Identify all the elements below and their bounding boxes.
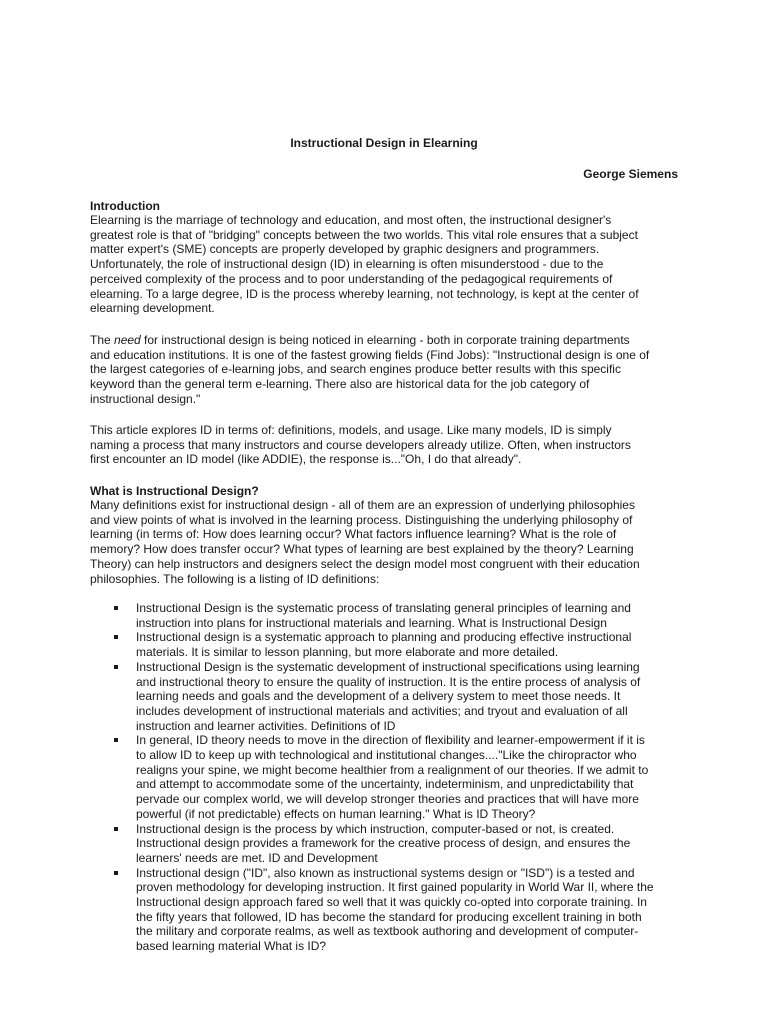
text-line: and instructional theory to ensure the quality of instruction. It is the entire process of analysis of [136,674,641,689]
text-line: perceived complexity of the process and to poor understanding of the pedagogical requirements of [90,271,613,286]
text-line: Instructional design provides a framework for the creative process of design, and ensures the [136,836,631,851]
definition-item [90,660,690,734]
text-line: In general, ID theory needs to move in the direction of flexibility and learner-empowerment if it is [136,733,645,748]
text-line: learning (in terms of: How does learning occur? What factors influence learning? What is the role of [90,527,617,542]
text-line: first encounter an ID model (like ADDIE), the response is..."Oh, I do that already". [90,452,522,467]
text-line: Instructional design is the process by which instruction, computer-based or not, is created. [136,821,615,836]
text-line: instruction and learner activities. Definitions of ID [136,718,396,733]
definition-item [90,601,690,630]
emphasis-need: need [114,333,141,347]
square-bullet-icon [114,827,118,831]
square-bullet-icon [114,606,118,610]
text-line [90,333,690,348]
square-bullet-icon [114,665,118,669]
text-line: Theory) can help instructors and designers select the design model most congruent with their education [90,556,640,571]
text-line: includes development of instructional materials and activities; and tryout and evaluation of all [136,703,628,718]
definition-item [90,866,690,954]
text-line: elearning. To a large degree, ID is the process whereby learning, not technology, is kept at the center of [90,286,639,301]
text-line: elearning development. [90,301,215,316]
text-line: Instructional design is a systematic approach to planning and producing effective instructional [136,630,632,645]
document-author: George Siemens [583,167,678,181]
definitions-list [90,601,690,954]
text-line: instruction into plans for instructional materials and learning. What is Instructional Design [136,615,607,630]
square-bullet-icon [114,871,118,875]
text-run: for instructional design is being noticed in elearning - both in corporate training departments [140,333,630,347]
text-line: the largest categories of e-learning jobs, and search engines produce better results with this specific [90,362,621,377]
text-line: Elearning is the marriage of technology and education, and most often, the instructional designer's [90,213,612,227]
introduction-heading: Introduction [90,199,160,213]
text-line: pervade our complex world, we will develop stronger theories and practices that will have more [136,792,639,807]
introduction-paragraph-2 [90,333,690,407]
square-bullet-icon [114,635,118,639]
text-line: and attempt to accommodate some of the uncertainty, indeterminism, and unpredictability that [136,777,634,792]
text-line: keyword than the general term e-learning. There also are historical data for the job category of [90,377,590,392]
text-line: memory? How does transfer occur? What types of learning are best explained by the theory? Learning [90,542,634,557]
introduction-paragraph-3 [90,423,690,467]
text-line: based learning material What is ID? [136,939,327,954]
text-line: Unfortunately, the role of instructional design (ID) in elearning is often misunderstood - due to the [90,257,604,272]
text-line: realigns your spine, we might become healthier from a realignment of our theories. If we admit to [136,762,649,777]
document-title: Instructional Design in Elearning [290,136,478,150]
what-is-id-paragraph [90,498,690,586]
introduction-paragraph-1 [90,213,690,316]
text-line: and education institutions. It is one of the fastest growing fields (Find Jobs): "Instructional design is one of [90,347,650,362]
definition-item [90,822,690,866]
text-line: the fifty years that followed, ID has become the standard for producing excellent training in both [136,909,642,924]
text-line: Instructional design approach fared so well that it was quickly co-opted into corporate training. In [136,895,647,910]
text-line: matter expert's (SME) concepts are properly developed by graphic designers and programmers. [90,242,600,257]
text-line: Instructional Design is the systematic process of translating general principles of learning and [136,601,631,615]
what-is-id-heading: What is Instructional Design? [90,484,259,498]
text-line: greatest role is that of "bridging" concepts between the two worlds. This vital role ensures that a subject [90,227,638,242]
text-line: learning needs and goals and the development of a delivery system to meet those needs. It [136,689,621,704]
text-line: Many definitions exist for instructional design - all of them are an expression of underlying philosophies [90,498,635,512]
text-line: naming a process that many instructors and course developers already utilize. Often, when instructors [90,437,631,452]
text-line: instructional design." [90,391,201,406]
definition-item [90,733,690,821]
definition-item [90,630,690,659]
text-line: to allow ID to keep up with technological and institutional changes...."Like the chiropractor who [136,748,637,763]
text-line: the military and corporate realms, as well as textbook authoring and development of computer- [136,924,639,939]
text-line: Instructional design ("ID", also known as instructional systems design or "ISD") is a tested and [136,865,635,880]
text-line: philosophies. The following is a listing of ID definitions: [90,571,380,586]
text-run: The [90,333,115,347]
text-line: learners' needs are met. ID and Development [136,850,378,865]
square-bullet-icon [114,738,118,742]
text-line: powerful (if not predictable) effects on human learning." What is ID Theory? [136,806,536,821]
text-line: proven methodology for developing instruction. It first gained popularity in World War II, where the [136,880,654,895]
text-line: materials. It is similar to lesson planning, but more elaborate and more detailed. [136,645,559,660]
text-line: This article explores ID in terms of: definitions, models, and usage. Like many models, ID is simply [90,423,612,437]
text-line: Instructional Design is the systematic development of instructional specifications using learning [136,659,640,674]
text-line: and view points of what is involved in the learning process. Distinguishing the underlying philosophy of [90,512,633,527]
